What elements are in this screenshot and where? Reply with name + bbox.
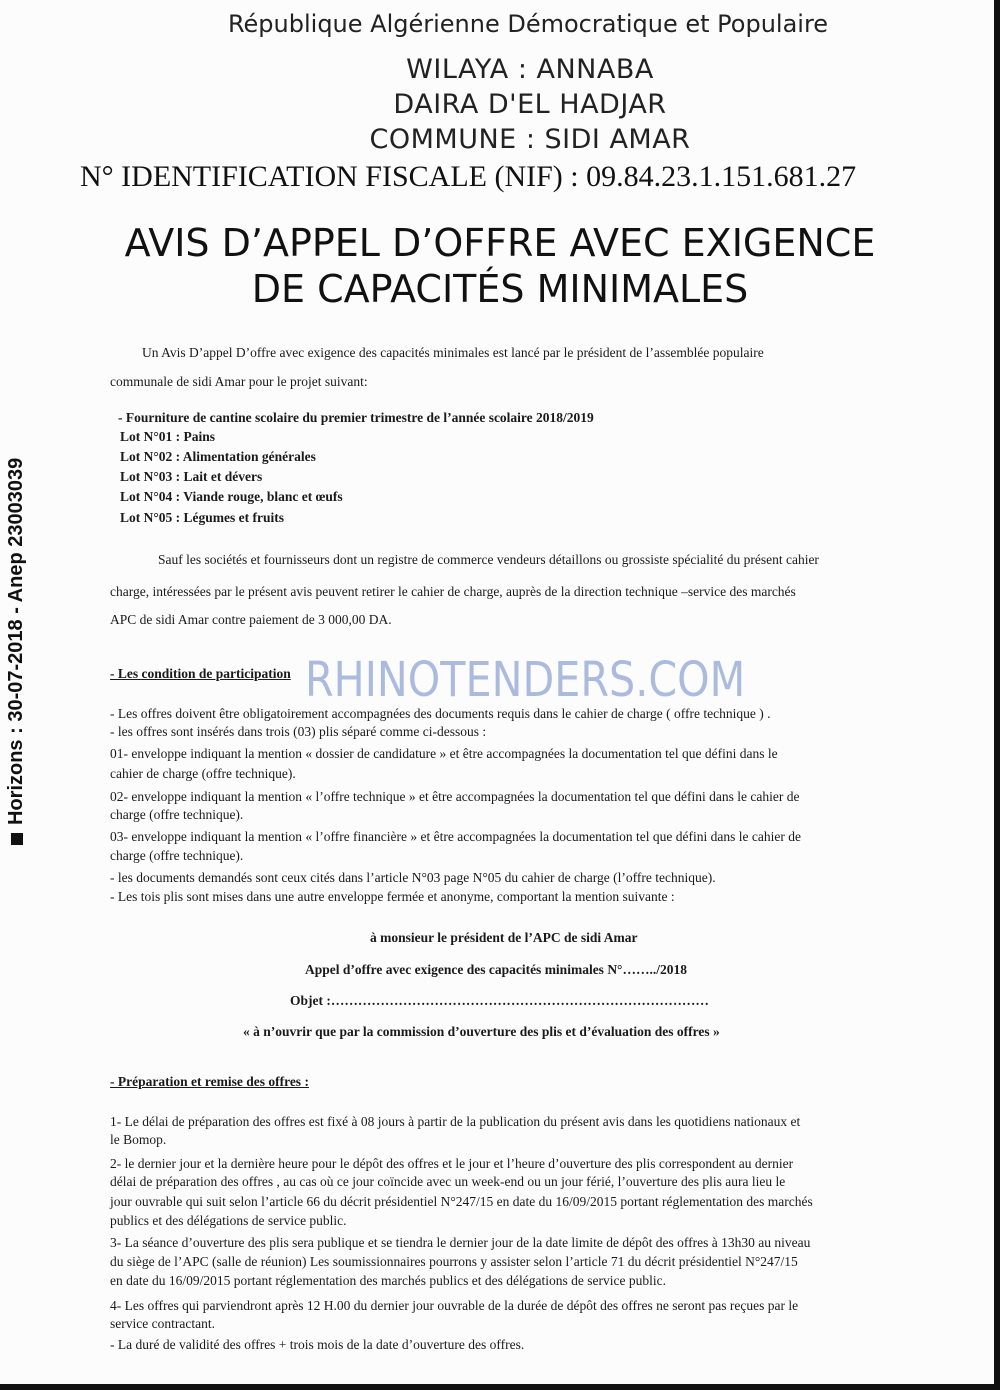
publication-label: Horizons : 30-07-2018 - Anep 23003039 <box>5 457 27 825</box>
publication-sidebar <box>5 457 35 845</box>
daira-heading: DAIRA D'EL HADJAR <box>393 89 667 120</box>
preparation-heading: - Préparation et remise des offres : <box>110 1074 309 1089</box>
preparation-line: 3- La séance d’ouverture des plis sera publique et se tiendra le dernier jour de la date limite de dépôt des offres à 13h30 au niveau <box>110 1235 811 1250</box>
condition-line: charge (offre technique). <box>110 848 244 863</box>
preparation-line: 1- Le délai de préparation des offres est fixé à 08 jours à partir de la publication du présent avis dans les quotidiens nationaux et <box>110 1114 801 1129</box>
condition-line: - Les tois plis sont mises dans une autre enveloppe fermée et anonyme, comportant la mention suivante : <box>110 889 675 904</box>
condition-line: - les offres sont insérés dans trois (03) plis séparé comme ci-dessous : <box>110 724 487 739</box>
wilaya-heading: WILAYA : ANNABA <box>406 54 654 85</box>
preparation-line: service contractant. <box>110 1316 215 1331</box>
condition-line: 02- enveloppe indiquant la mention « l’offre technique » et être accompagnées la documentation tel que défini dans le cahier de <box>110 789 800 804</box>
scan-edge-bottom <box>0 1384 1000 1390</box>
envelope-mention: « à n’ouvrir que par la commission d’ouverture des plis et d’évaluation des offres » <box>243 1024 720 1039</box>
project-line: - Fourniture de cantine scolaire du premier trimestre de l’année scolaire 2018/2019 <box>118 410 594 425</box>
scan-edge-right <box>994 0 1000 1390</box>
envelope-address: à monsieur le président de l’APC de sidi Amar <box>370 930 638 945</box>
condition-line: charge (offre technique). <box>110 807 244 822</box>
sauf-line-1: Sauf les sociétés et fournisseurs dont un registre de commerce vendeurs détaillons ou grossiste spécialité du présent cahier <box>158 552 819 567</box>
lot-item: Lot N°02 : Alimentation générales <box>120 449 316 464</box>
lot-item: Lot N°04 : Viande rouge, blanc et œufs <box>120 489 343 504</box>
notice-title <box>20 220 980 312</box>
sauf-line-2: charge, intéressées par le présent avis peuvent retirer le cahier de charge, auprès de la direction technique –service des marchés <box>110 584 796 599</box>
condition-line: 03- enveloppe indiquant la mention « l’offre financière » et être accompagnées la documentation tel que défini dans le cahier de <box>110 829 801 844</box>
intro-line-1: Un Avis D’appel D’offre avec exigence des capacités minimales est lancé par le président de l’assemblée populaire <box>142 345 764 360</box>
preparation-line: - La duré de validité des offres + trois mois de la date d’ouverture des offres. <box>110 1337 525 1352</box>
condition-line: - les documents demandés sont ceux cités dans l’article N°03 page N°05 du cahier de charge (l’offre technique). <box>110 870 716 885</box>
preparation-line: jour ouvrable qui suit selon l’article 66 du décrit présidentiel N°247/15 en date du 16/09/2015 portant réglementation des marchés <box>110 1194 813 1209</box>
condition-line: cahier de charge (offre technique). <box>110 766 296 781</box>
preparation-line: en date du 16/09/2015 portant réglementation des marchés publics et des délégations de service public. <box>110 1273 666 1288</box>
conditions-heading: - Les condition de participation <box>110 666 291 681</box>
lot-item: Lot N°05 : Légumes et fruits <box>120 510 284 525</box>
preparation-line: du siège de l’APC (salle de réunion) Les soumissionnaires pourrons y assister selon l’article 71 du décrit présidentiel N°247/15 <box>110 1254 798 1269</box>
preparation-line: publics et des délégations de service public. <box>110 1213 347 1228</box>
lot-item: Lot N°01 : Pains <box>120 429 216 444</box>
condition-line: 01- enveloppe indiquant la mention « dossier de candidature » et être accompagnées la documentation tel que défini dans le <box>110 746 778 761</box>
republique-heading: République Algérienne Démocratique et Populaire <box>227 10 829 38</box>
preparation-line: délai de préparation des offres , au cas où ce jour coïncide avec un week-end ou un jour férié, l’ouverture des plis aura lieu le <box>110 1174 786 1189</box>
lot-item: Lot N°03 : Lait et dévers <box>120 469 263 484</box>
title-line-2: DE CAPACITÉS MINIMALES <box>251 267 749 311</box>
commune-heading: COMMUNE : SIDI AMAR <box>369 124 691 155</box>
envelope-object: Objet :………………………………………………………………………… <box>290 993 709 1008</box>
preparation-line: 4- Les offres qui parviendront après 12 H.00 du dernier jour ouvrable de la durée de dépôt des offres ne seront pas reçues par le <box>110 1298 799 1313</box>
square-icon <box>11 833 23 845</box>
title-line-1: AVIS D’APPEL D’OFFRE AVEC EXIGENCE <box>124 221 876 265</box>
intro-line-2: communale de sidi Amar pour le projet suivant: <box>110 374 368 389</box>
sauf-line-3: APC de sidi Amar contre paiement de 3 000,00 DA. <box>110 612 392 627</box>
nif-heading: N° IDENTIFICATION FISCALE (NIF) : 09.84.23.1.151.681.27 <box>80 160 857 193</box>
watermark: RHINOTENDERS.COM <box>305 652 746 708</box>
envelope-reference: Appel d’offre avec exigence des capacités minimales N°……../2018 <box>305 962 687 977</box>
preparation-line: 2- le dernier jour et la dernière heure pour le dépôt des offres et le jour et l’heure d’ouverture des plis correspondent au dernier <box>110 1156 794 1171</box>
preparation-line: le Bomop. <box>110 1132 167 1147</box>
condition-line: - Les offres doivent être obligatoirement accompagnées des documents requis dans le cahier de charge ( offre technique ) . <box>110 706 771 721</box>
